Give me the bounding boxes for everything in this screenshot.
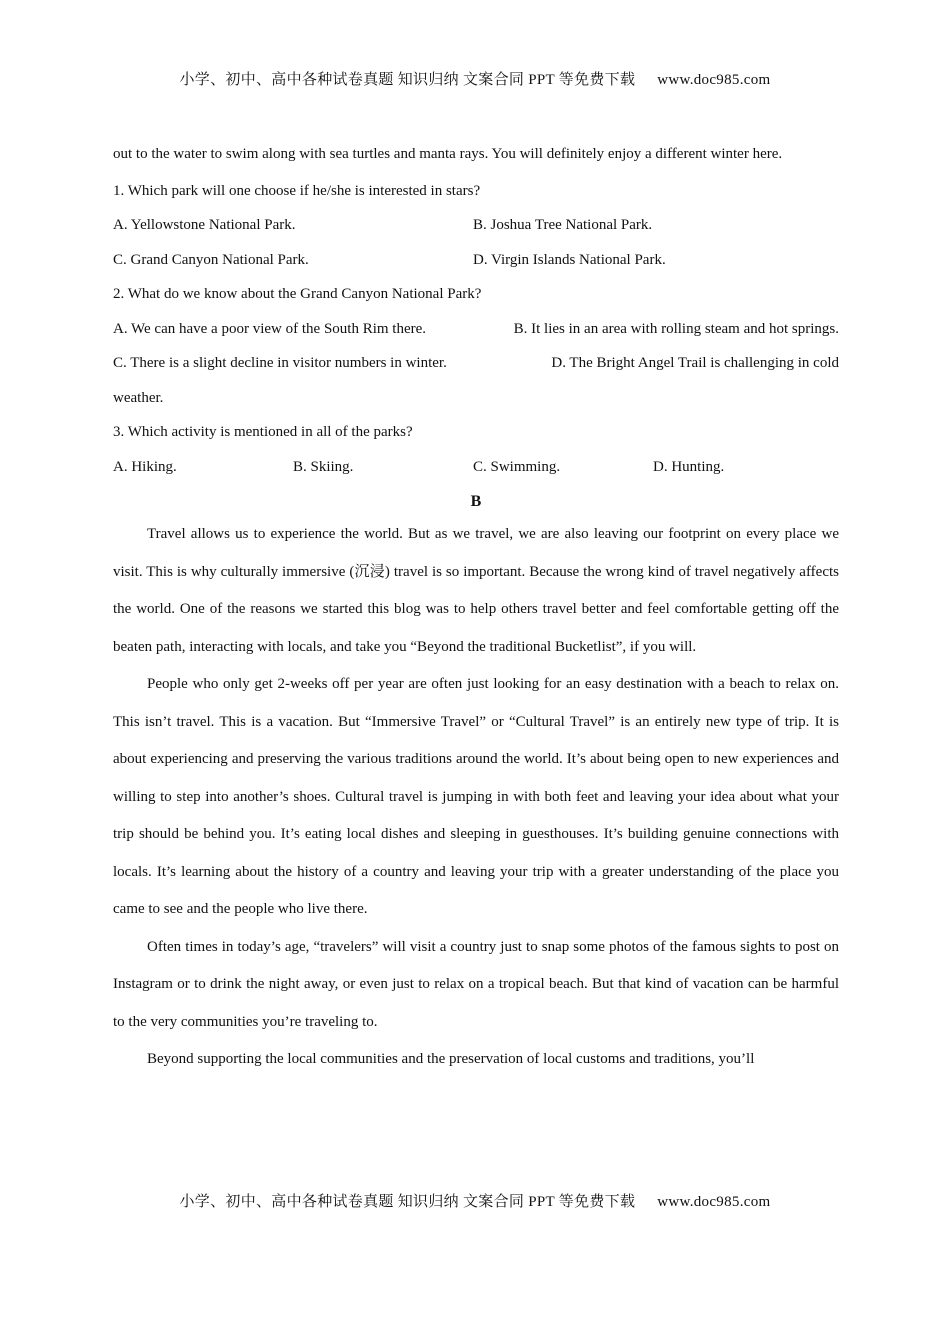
options-row — [113, 346, 839, 381]
question-2 — [113, 277, 839, 415]
option-b: B. It lies in an area with rolling steam and hot springs. — [513, 320, 839, 337]
option-c: C. There is a slight decline in visitor numbers in winter. — [113, 355, 447, 371]
option-d: D. Virgin Islands National Park. — [473, 251, 666, 268]
option-b: B. Skiing. — [293, 458, 354, 475]
footer-text: 小学、初中、高中各种试卷真题 知识归纳 文案合同 PPT 等免费下载 — [179, 1194, 636, 1210]
option-d-line2: weather. — [113, 389, 164, 406]
question-1 — [113, 174, 839, 278]
question-stem: 1. Which park will one choose if he/she is interested in stars? — [113, 182, 481, 199]
header-text: 小学、初中、高中各种试卷真题 知识归纳 文案合同 PPT 等免费下载 — [179, 72, 636, 88]
option-b: B. Joshua Tree National Park. — [473, 217, 653, 233]
options-row — [113, 208, 839, 243]
option-c: C. Swimming. — [473, 458, 561, 475]
page-header — [0, 68, 950, 89]
options-row — [113, 312, 839, 347]
page-footer — [0, 1190, 950, 1211]
option-a: A. Yellowstone National Park. — [113, 217, 296, 233]
section-b-title: B — [470, 493, 482, 510]
question-3 — [113, 415, 839, 484]
footer-site: www.doc985.com — [657, 1194, 771, 1210]
option-d: D. Hunting. — [653, 458, 725, 475]
paragraph: Beyond supporting the local communities and the preservation of local customs and traditions, you’ll — [147, 1051, 755, 1067]
question-stem: 3. Which activity is mentioned in all of the parks? — [113, 424, 413, 440]
question-stem: 2. What do we know about the Grand Canyon National Park? — [113, 286, 482, 302]
header-site: www.doc985.com — [657, 72, 771, 88]
paragraph: Travel allows us to experience the world. But as we travel, we are also leaving our footprint on every place we visit. This is why culturally immersive (沉浸) travel is so important. Because the wrong kind of travel negatively affects the world. One of the reasons we started this blog was to help others travel better and feel comfortable getting off the beaten path, interacting with locals, and take you “Beyond the traditional Bucketlist”, if you will. — [113, 526, 839, 655]
option-c: C. Grand Canyon National Park. — [113, 251, 309, 268]
paragraph: Often times in today’s age, “travelers” will visit a country just to snap some photos of the famous sights to post on Instagram or to drink the night away, or even just to relax on a tropical beach. But that kind of vacation can be harmful to the very communities you’re traveling to. — [113, 938, 839, 1030]
paragraph: People who only get 2-weeks off per year are often just looking for an easy destination with a beach to relax on. This isn’t travel. This is a vacation. But “Immersive Travel” or “Cultural Travel” is an entirely new type of trip. It is about experiencing and preserving the various traditions around the world. It’s about being open to new experiences and willing to step into another’s shoes. Cultural travel is jumping in with both feet and leaving your idea about what your trip should be behind you. It’s eating local dishes and sleeping in guesthouses. It’s building genuine connections with locals. It’s learning about the history of a country and leaving your trip with a greater understanding of the place you came to see and the people who live there. — [113, 676, 839, 917]
options-row — [113, 450, 839, 485]
option-d-line1: D. The Bright Angel Trail is challenging in cold — [551, 355, 839, 371]
passage-a-continuation: out to the water to swim along with sea turtles and manta rays. You will definitely enjoy a different winter here. — [113, 146, 783, 162]
page-content — [113, 136, 839, 1079]
option-a: A. Hiking. — [113, 458, 177, 475]
option-a: A. We can have a poor view of the South Rim there. — [113, 320, 427, 337]
options-row — [113, 243, 839, 278]
